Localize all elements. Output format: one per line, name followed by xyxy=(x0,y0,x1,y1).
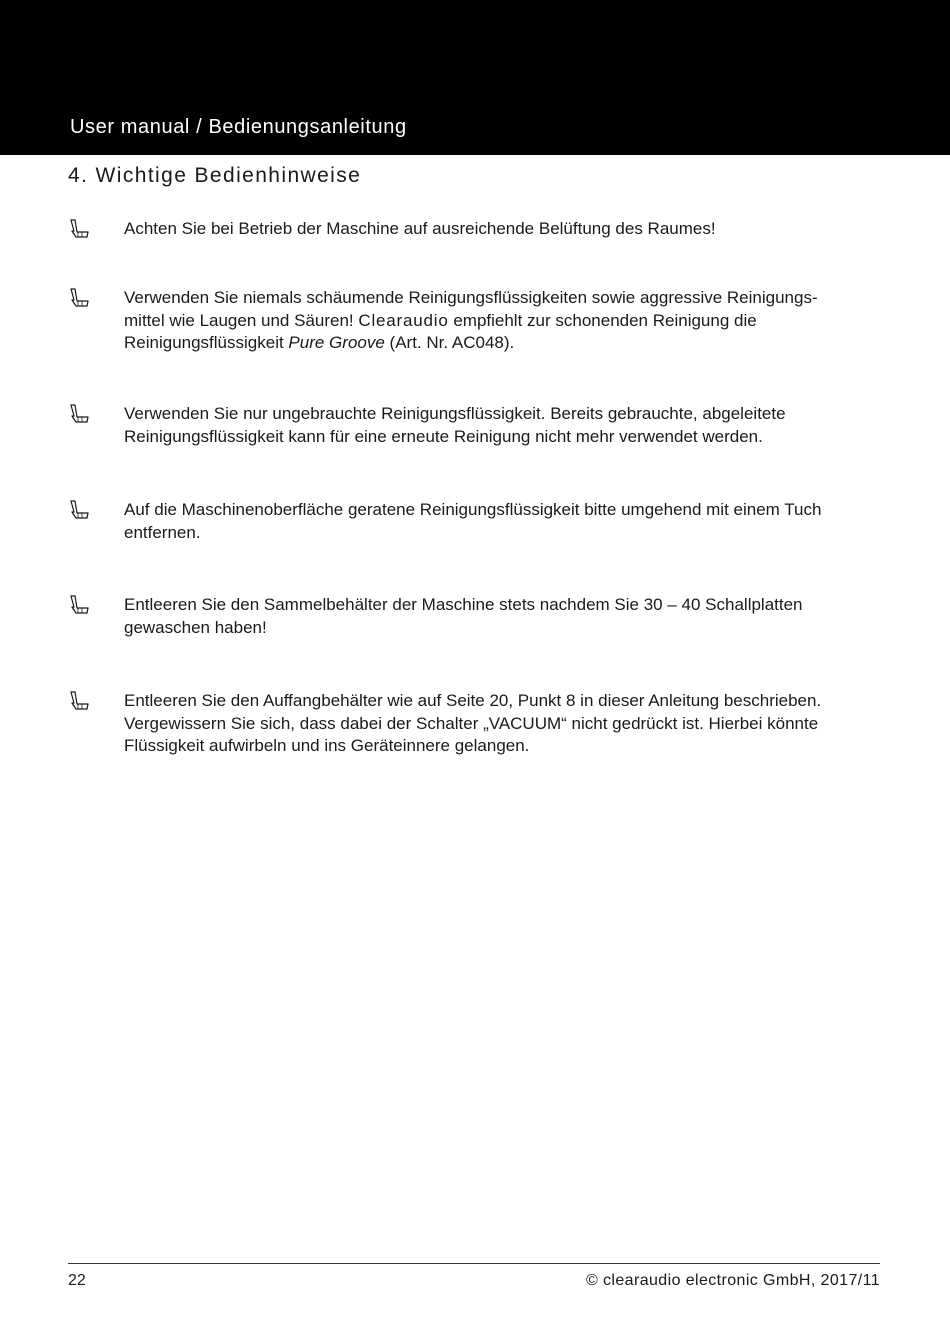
header-title: User manual / Bedienungsanleitung xyxy=(70,116,407,138)
note-line: Entleeren Sie den Auffangbehälter wie auf Seite 20, Punkt 8 in dieser Anleitung beschrieben. xyxy=(124,691,822,710)
note-line: Reinigungsflüssigkeit kann für eine erneute Reinigung nicht mehr verwendet werden. xyxy=(124,426,763,446)
note-line: Auf die Maschinenoberfläche geratene Reinigungsflüssigkeit bitte umgehend mit einem Tuch xyxy=(124,500,822,519)
note-text-segment: mittel wie Laugen und Säuren! xyxy=(124,310,359,330)
header-bar xyxy=(0,0,950,155)
footer-divider xyxy=(68,1263,880,1264)
note-line: Flüssigkeit aufwirbeln und ins Geräteinnere gelangen. xyxy=(124,736,530,755)
note-line: Verwenden Sie nur ungebrauchte Reinigungsflüssigkeit. Bereits gebrauchte, abgeleitete xyxy=(124,404,786,423)
note-text xyxy=(124,287,894,355)
note-line: Verwenden Sie niemals schäumende Reinigungsflüssigkeiten sowie aggressive Reinigungs- xyxy=(124,288,818,307)
product-name: Pure Groove xyxy=(288,333,385,352)
writing-hand-icon xyxy=(68,218,90,240)
note-line xyxy=(124,310,894,333)
writing-hand-icon xyxy=(68,690,90,712)
note-text xyxy=(124,690,894,758)
writing-hand-icon xyxy=(68,499,90,521)
copyright-notice: © clearaudio electronic GmbH, 2017/11 xyxy=(586,1272,880,1289)
writing-hand-icon xyxy=(68,287,90,309)
note-text xyxy=(124,218,894,241)
note-text xyxy=(124,403,894,448)
note-line xyxy=(124,332,894,355)
note-text-segment: (Art. Nr. AC048). xyxy=(384,333,515,352)
note-line: Achten Sie bei Betrieb der Maschine auf ausreichende Belüftung des Raumes! xyxy=(124,219,716,238)
page-number: 22 xyxy=(68,1272,86,1289)
note-line: Vergewissern Sie sich, dass dabei der Schalter „VACUUM“ nicht gedrückt ist. Hierbei könnte xyxy=(124,713,819,733)
note-line: Entleeren Sie den Sammelbehälter der Maschine stets nachdem Sie 30 – 40 Schallplatten xyxy=(124,595,803,614)
section-heading: 4. Wichtige Bedienhinweise xyxy=(68,164,362,187)
note-text xyxy=(124,499,894,544)
note-text xyxy=(124,594,894,639)
brand-name: Clearaudio xyxy=(358,310,449,330)
writing-hand-icon xyxy=(68,403,90,425)
note-text-segment: Reinigungsflüssigkeit xyxy=(124,333,289,352)
note-line: entfernen. xyxy=(124,522,201,542)
writing-hand-icon xyxy=(68,594,90,616)
note-line: gewaschen haben! xyxy=(124,617,267,637)
note-text-segment: empfiehlt zur schonenden Reinigung die xyxy=(448,310,757,330)
